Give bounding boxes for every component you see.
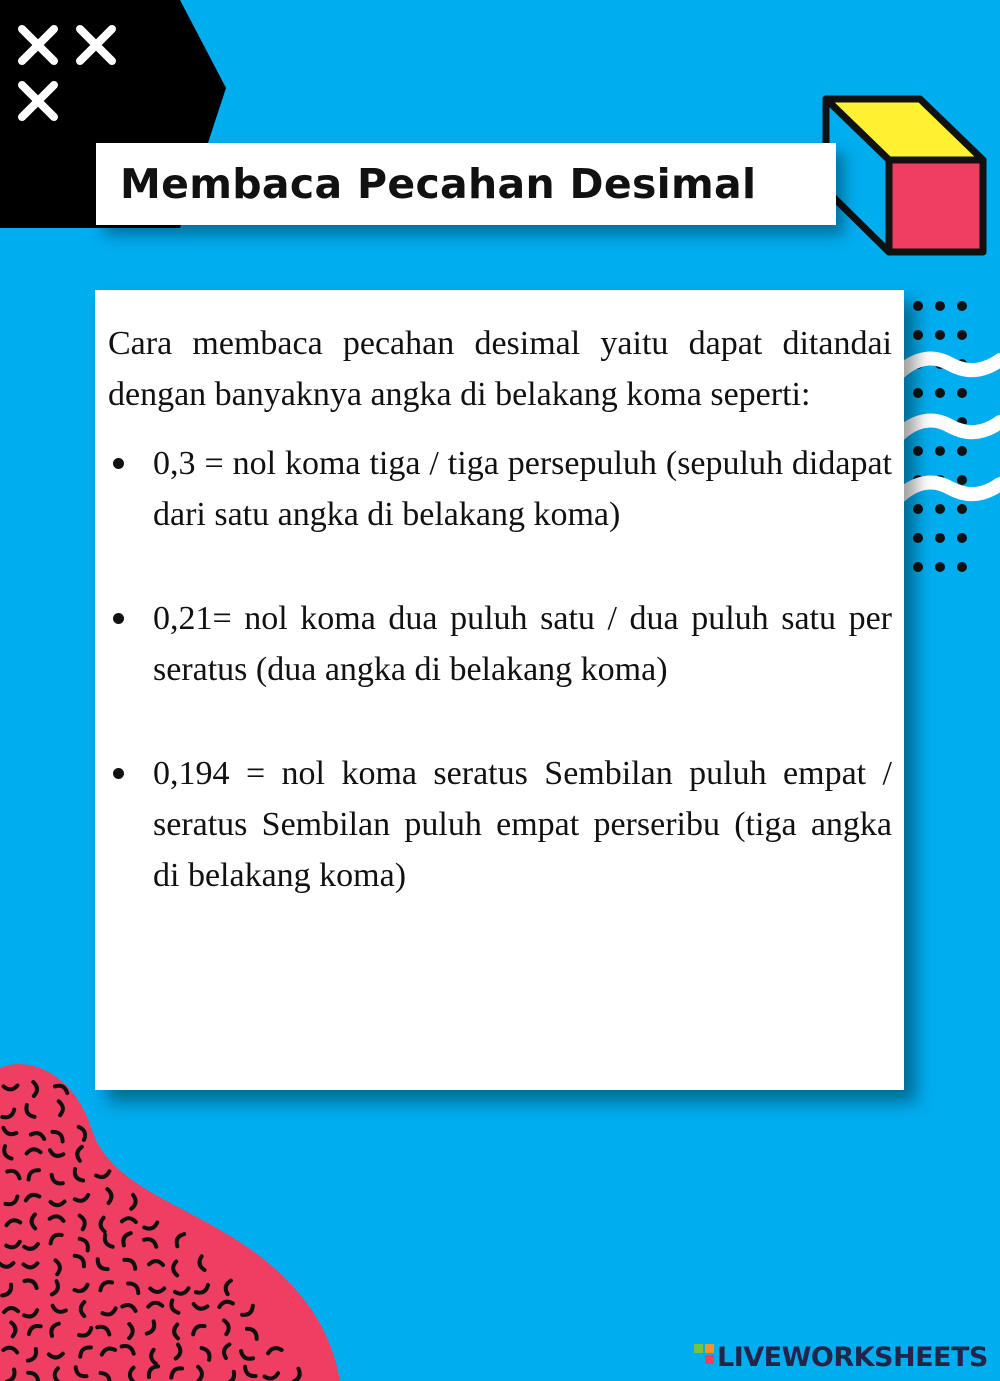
list-item [108,438,892,540]
list-item [108,593,892,695]
list-item-text: 0,194 = nol koma seratus Sembilan puluh empat / seratus Sembilan puluh empat perseribu (tiga angka di belakang koma) [153,755,892,894]
pattern-dot [957,504,967,514]
pattern-dot [913,446,923,456]
pattern-dot [935,301,945,311]
brand-name: LIVEWORKSHEETS [717,1341,988,1373]
pattern-dot [957,330,967,340]
pattern-dot [913,504,923,514]
bullet-icon [113,458,124,469]
pattern-dot [913,562,923,572]
list-item-text: 0,21= nol koma dua puluh satu / dua puluh satu per seratus (dua angka di belakang koma) [153,600,892,688]
title-banner [96,143,836,225]
brand-logo [693,1340,988,1374]
pattern-dot [935,330,945,340]
pattern-dot [935,504,945,514]
pattern-dot [913,330,923,340]
bullet-icon [113,768,124,779]
wave-pattern [900,359,1000,496]
pattern-dot [957,388,967,398]
list-item-text: 0,3 = nol koma tiga / tiga persepuluh (sepuluh didapat dari satu angka di belakang koma) [153,445,892,533]
pattern-dot [935,562,945,572]
pattern-dot [913,301,923,311]
pattern-dot [957,301,967,311]
list-item [108,748,892,901]
pattern-dot [913,533,923,543]
pattern-dot [957,533,967,543]
example-list [108,438,892,901]
pattern-dot [935,388,945,398]
liveworksheets-logo-icon [693,1343,715,1371]
pattern-dot [957,446,967,456]
pattern-dot [957,475,967,485]
page-title: Membaca Pecahan Desimal [120,160,757,208]
content-card [95,290,904,1090]
bullet-icon [113,613,124,624]
pattern-dot [935,446,945,456]
pattern-dot [935,533,945,543]
cube-icon [826,99,983,252]
pattern-dot [957,562,967,572]
intro-paragraph: Cara membaca pecahan desimal yaitu dapat ditandai dengan banyaknya angka di belakang koma seperti: [108,325,892,413]
pattern-dot [913,388,923,398]
